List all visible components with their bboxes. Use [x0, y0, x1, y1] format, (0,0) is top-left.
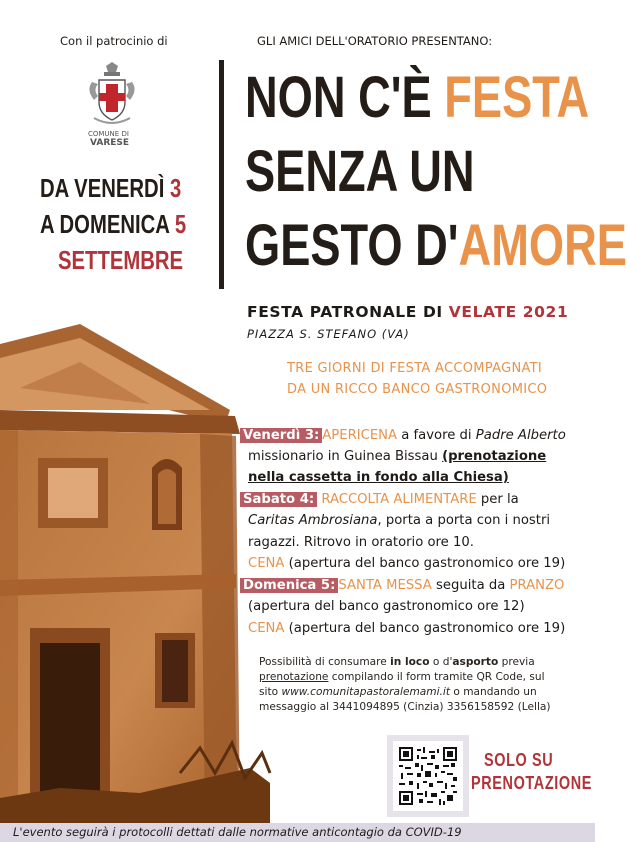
program-friday-line-2: missionario in Guinea Bissau (prenotazione: [248, 449, 547, 464]
program-saturday-line-1: Sabato 4: RACCOLTA ALIMENTARE per la: [240, 489, 519, 511]
intro-line-2: DA UN RICCO BANCO GASTRONOMICO: [287, 382, 548, 397]
program-saturday-line-4: CENA (apertura del banco gastronomico ore 19): [248, 556, 566, 571]
title-divider: [219, 60, 224, 289]
friday-label: Venerdì 3:: [240, 428, 322, 443]
comune-label: COMUNE DI: [88, 130, 129, 138]
website-link[interactable]: www.comunitapastoralemami.it: [281, 686, 451, 698]
program-sunday-line-3: CENA (apertura del banco gastronomico ore 19): [248, 621, 566, 636]
dates-line-1: DA VENERDÌ 3: [40, 173, 182, 203]
qr-code-icon[interactable]: [399, 747, 457, 805]
booking-line-1: SOLO SU: [484, 749, 554, 770]
info-line-2: prenotazione compilando il form tramite QR Code, sul: [259, 671, 545, 683]
sunday-label: Domenica 5:: [240, 578, 338, 593]
program-sunday-line-1: Domenica 5: SANTA MESSA seguita da PRANZO: [240, 575, 564, 597]
saturday-label: Sabato 4:: [240, 492, 317, 507]
main-title-line-3: GESTO D'AMORE: [245, 213, 627, 278]
main-title-line-1: NON C'È FESTA: [245, 65, 590, 130]
intro-line-1: TRE GIORNI DI FESTA ACCOMPAGNATI: [287, 361, 543, 376]
varese-label: VARESE: [90, 138, 130, 148]
dates-line-2: A DOMENICA 5: [40, 209, 187, 239]
location-text: PIAZZA S. STEFANO (VA): [247, 327, 410, 341]
comune-varese-logo: [82, 60, 142, 155]
program-saturday-line-3: ragazzi. Ritrovo in oratorio ore 10.: [248, 535, 474, 550]
program-saturday-line-2: Caritas Ambrosiana, porta a porta con i nostri: [248, 513, 551, 528]
presents-text: GLI AMICI DELL'ORATORIO PRESENTANO:: [257, 34, 493, 48]
info-line-3: sito www.comunitapastoralemami.it o mandando un: [259, 686, 537, 698]
footer-text: L'evento seguirà i protocolli dettati dalle normative anticontagio da COVID-19: [13, 825, 462, 839]
info-line-1: Possibilità di consumare in loco o d'asporto previa: [259, 656, 535, 668]
footer-bar: [0, 823, 595, 842]
coat-of-arms-icon: [82, 60, 142, 130]
booking-line-2: PRENOTAZIONE: [471, 772, 593, 793]
program-sunday-line-2: (apertura del banco gastronomico ore 12): [248, 599, 525, 614]
church-illustration: [0, 318, 270, 823]
program-friday-line-1: Venerdì 3: APERICENA a favore di Padre Alberto: [240, 425, 566, 447]
dates-line-3: SETTEMBRE: [58, 245, 184, 275]
main-title-line-2: SENZA UN: [245, 139, 475, 204]
patronage-text: Con il patrocinio di: [60, 34, 168, 48]
info-line-4: messaggio al 3441094895 (Cinzia) 3356158592 (Lella): [259, 701, 551, 713]
program-friday-line-3: nella cassetta in fondo alla Chiesa): [248, 470, 509, 485]
festival-subtitle: FESTA PATRONALE DI VELATE 2021: [247, 303, 569, 321]
qr-code-frame: [387, 735, 469, 817]
